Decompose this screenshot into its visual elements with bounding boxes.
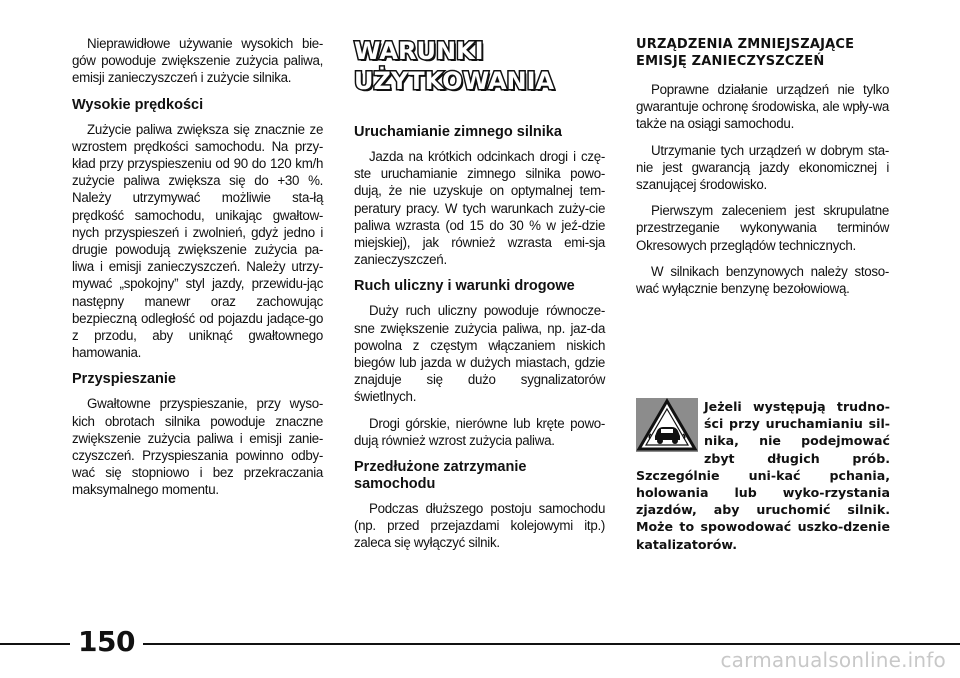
section-title-line1: WARUNKI: [354, 37, 484, 65]
car-warning-triangle-icon: [636, 398, 698, 452]
paragraph-high-speed: Zużycie paliwa zwiększa się znacznie ze wzrostem prędkości samochodu. Na przy-kład przy przyspieszeniu od 90 do 120 km/h zużycie paliwa zwiększa się do +30 %. Należy utrzymywać możliwie sta-łą prędkość samochodu, unikając gwałtow-nych przyspieszeń i zwolnień, gdyż jedno i drugie powodują zwiększenie zużycia pa-liwa i emisji zanieczyszczeń. Należy utrzy-mywać „spokojny” styl jazdy, przewidu-jąc następny manewr oraz zachowując bezpieczną odległość od pojazdu jadące-go z przodu, aby uniknąć gwałtownego hamowania.: [72, 121, 324, 362]
heading-cold-start: Uruchamianie zimnego silnika: [354, 124, 562, 140]
emission-paragraph-2: Utrzymanie tych urządzeń w dobrym sta-nie jest gwarancją jazdy ekonomicznej i szanującej środowisko.: [636, 142, 890, 194]
column-middle: [354, 36, 606, 562]
page-number: 150: [70, 622, 143, 662]
intro-paragraph: Nieprawidłowe używanie wysokich bie-gów powoduje zwiększenie zużycia paliwa, emisji zanieczyszczeń i zużycie silnika.: [72, 36, 324, 87]
emission-paragraph-1: Poprawne działanie urządzeń nie tylko gwarantuje ochronę środowiska, ale wpły-wa także na osiągi samochodu.: [636, 82, 890, 133]
heading-long-stop: [354, 459, 606, 493]
emission-paragraph-4: W silnikach benzynowych należy stoso-wać wyłącznie benzynę bezołowiową.: [636, 263, 890, 298]
paragraph-long-stop: Podczas dłuższego postoju samochodu (np. przed przejazdami kolejowymi itp.) zaleca się wyłączyć silnik.: [354, 501, 606, 552]
column-right: [636, 36, 890, 307]
section-title-line2: UŻYTKOWANIA: [354, 67, 555, 95]
emission-title-line1: URZĄDZENIA ZMNIEJSZAJĄCE: [636, 37, 855, 52]
paragraph-traffic-2: Drogi górskie, nierówne lub kręte powo-dują również wzrost zużycia paliwa.: [354, 415, 606, 449]
emission-devices-title: [636, 36, 890, 70]
paragraph-cold-start: Jazda na krótkich odcinkach drogi i czę-ste uruchamianie zimnego silnika powo-dują, że nie uzyskuje on optymalnej tem-peratury pracy. W tych warunkach zuży-cie paliwa wzrasta (od 15 do 30 % w jeź-dzie miejskiej), jak również wzrasta emi-sja zanieczyszczeń.: [354, 149, 606, 269]
section-title: [354, 36, 606, 96]
warning-text: Jeżeli występują trudno-ści przy uruchamianiu sil-nika, nie podejmować zbyt długich prób. Szczególnie uni-kać pchania, holowania lub wyko-rzystania zjazdów, aby uruchomić silnik. Może to spowodować uszko-dzenie katalizatorów.: [636, 399, 890, 552]
heading-long-stop-line2: samochodu: [354, 476, 436, 493]
watermark: carmanualsonline.info: [720, 648, 946, 672]
paragraph-traffic-1: Duży ruch uliczny powoduje równocze-sne zwiększenie zużycia paliwa, np. jaz-da powolna z częstym włączaniem niskich biegów lub jazda w dużych miastach, gdzie znajduje się dużo sygnalizatorów świetlnych.: [354, 303, 606, 406]
warning-triangle-graphic: [636, 398, 698, 452]
warning-box: [636, 398, 890, 553]
heading-traffic: Ruch uliczny i warunki drogowe: [354, 278, 575, 295]
heading-high-speed: Wysokie prędkości: [72, 96, 204, 113]
emission-title-line2: EMISJĘ ZANIECZYSZCZEŃ: [636, 54, 825, 69]
emission-paragraph-3: Pierwszym zaleceniem jest skrupulatne przestrzeganie wykonywania terminów Okresowych przeglądów technicznych.: [636, 203, 890, 254]
column-left: [72, 36, 324, 509]
heading-long-stop-line1: Przedłużone zatrzymanie: [354, 459, 527, 476]
footer-rule: [0, 643, 960, 645]
paragraph-acceleration: Gwałtowne przyspieszanie, przy wyso-kich obrotach silnika powoduje znaczne zwiększenie zużycia paliwa i emisji zanie-czyszczeń. Przyspieszania powinno odby-wać się stopniowo i bez przekraczania maksymalnego momentu.: [72, 396, 324, 499]
heading-acceleration: Przyspieszanie: [72, 371, 176, 388]
